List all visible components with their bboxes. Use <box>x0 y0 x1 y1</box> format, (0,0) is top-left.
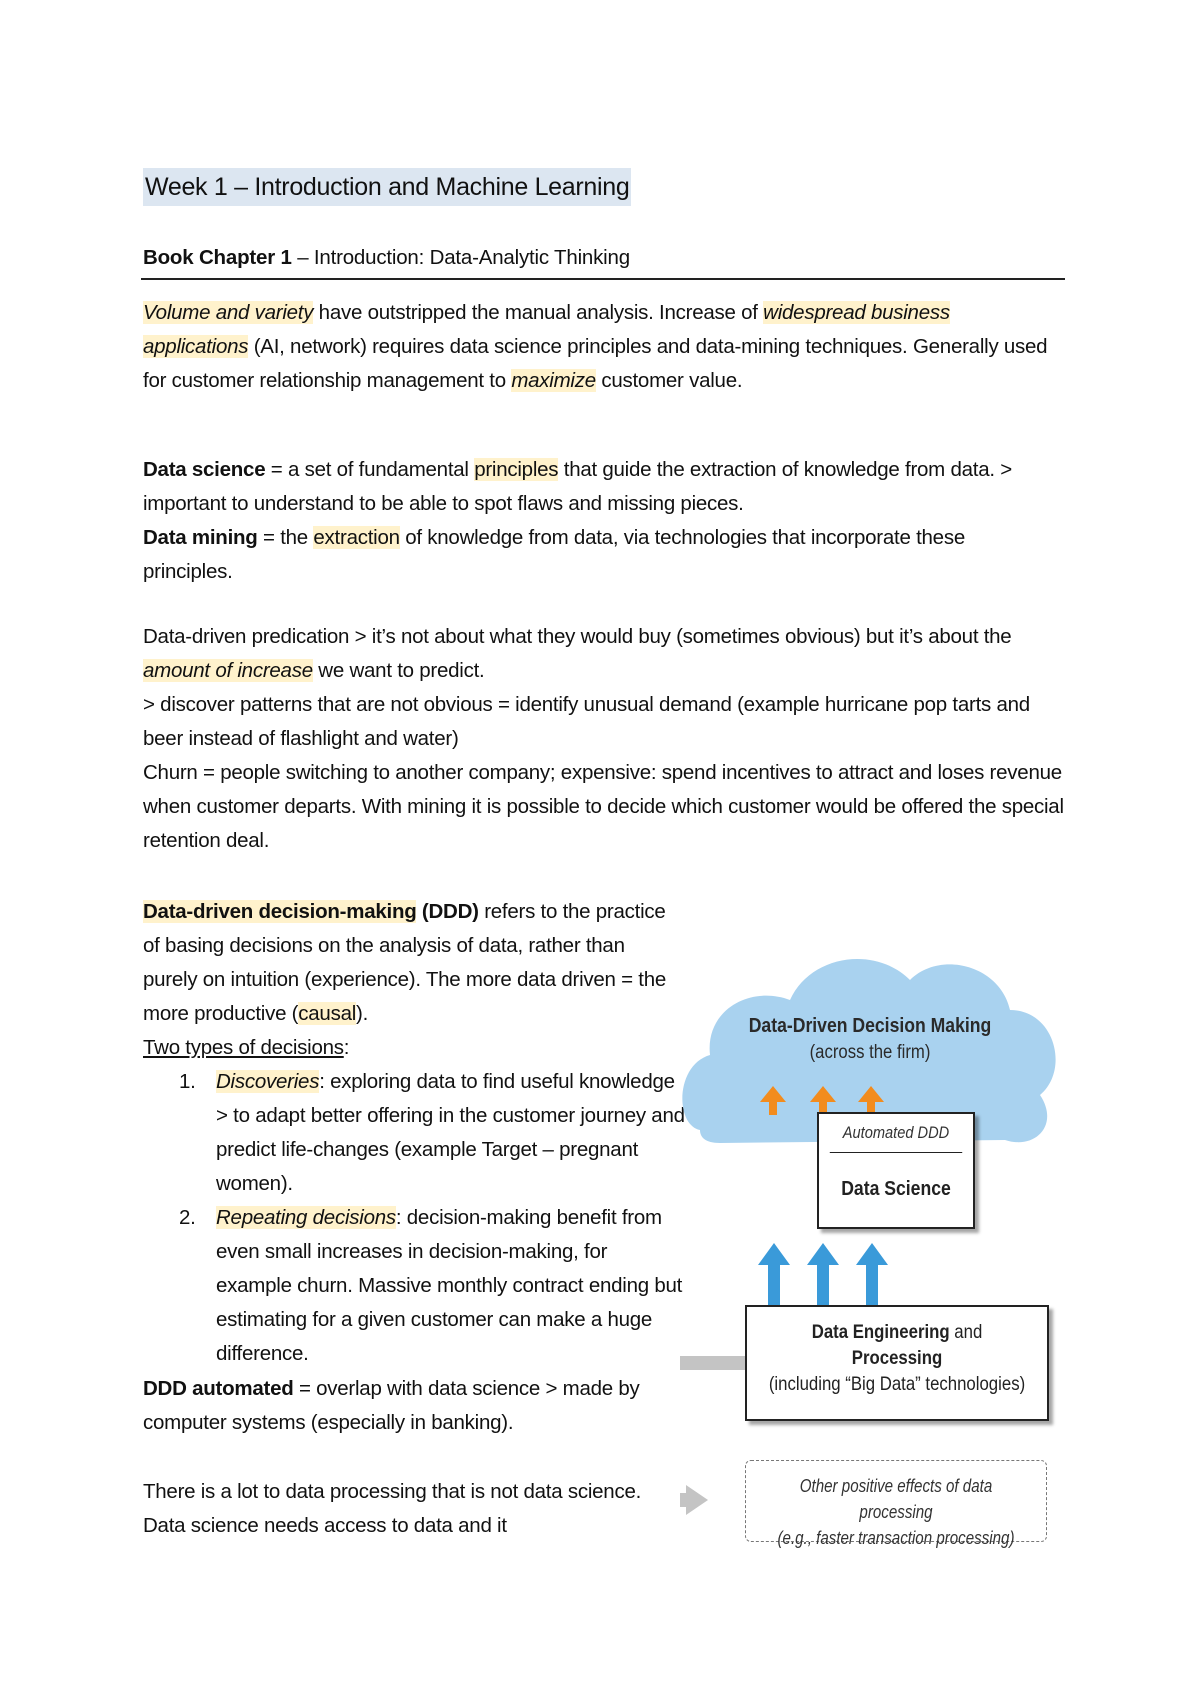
highlight-extraction: extraction <box>313 526 400 549</box>
chapter-subtitle: – Introduction: Data-Analytic Thinking <box>291 246 630 269</box>
highlight-principles: principles <box>474 458 559 481</box>
types-heading: Two types of decisions <box>143 1036 344 1059</box>
de-bold-1: Data Engineering <box>811 1321 950 1343</box>
text-span: (AI, network) requires data science principles and data-mining techniques. Generally used for customer relationship management to <box>143 335 1048 392</box>
text-span: refers to the practice of basing decisions on the analysis of data, rather than purely on intuition (experience). The more data driven = the more productive ( <box>143 900 667 1025</box>
arrow-up-blue-1 <box>758 1243 790 1305</box>
de-line-2 <box>768 1345 1026 1371</box>
paragraph-processing <box>143 1475 653 1543</box>
text-span: Data-driven predication > it’s not about what they would buy (sometimes obvious) but it’s about the <box>143 625 1012 648</box>
highlight-causal: causal <box>298 1002 357 1025</box>
ddd-diagram <box>680 915 1060 1555</box>
de-line-3: (including “Big Data” technologies) <box>768 1373 1026 1395</box>
term-ddd-abbr: (DDD) <box>416 900 479 923</box>
other-effects-box <box>745 1460 1047 1548</box>
text-span: = overlap with data science > made by computer systems (especially in banking). <box>143 1377 640 1434</box>
text-span: of knowledge from data, via technologies that incorporate these principles. <box>143 526 965 583</box>
de-line-1 <box>768 1319 1026 1345</box>
term-ddd-automated: DDD automated <box>143 1377 294 1400</box>
text-span: have outstripped the manual analysis. Increase of <box>313 301 764 324</box>
arrow-up-blue-3 <box>856 1243 888 1305</box>
other-effects-line-1: Other positive effects of data processing <box>799 1476 993 1522</box>
cloud-title: Data-Driven Decision Making <box>748 1015 992 1037</box>
paragraph-data-science <box>143 453 1058 589</box>
list-item <box>143 1065 688 1201</box>
paragraph-predication <box>143 620 1068 858</box>
text-span: ). <box>356 1002 369 1025</box>
data-engineering-box <box>745 1305 1049 1421</box>
term-ddd: Data-driven decision-making <box>143 900 417 923</box>
highlight-discoveries: Discoveries <box>216 1070 320 1093</box>
text-span: that guide the extraction of knowledge from data. > important to understand to be able to spot flaws and missing pieces. <box>143 458 1012 515</box>
data-science-box <box>817 1112 975 1229</box>
decision-types-list <box>143 1065 688 1371</box>
chapter-label: Book Chapter 1 <box>143 246 292 269</box>
other-effects-line-2: (e.g., faster transaction processing) <box>777 1528 1015 1548</box>
text-span: > discover patterns that are not obvious = identify unusual demand (example hurricane pop tarts and beer instead of flashlight and water) <box>143 693 1030 750</box>
arrow-up-blue-2 <box>807 1243 839 1305</box>
diagram-graphics <box>680 915 1060 1555</box>
list-number: 2. <box>179 1206 196 1229</box>
text-span: : exploring data to find useful knowledge > to adapt better offering in the customer journey and predict life-changes (example Target – pregnant women). <box>216 1070 685 1195</box>
text-span: = the <box>257 526 314 549</box>
highlight-amount: amount of increase <box>143 659 313 682</box>
text-span: = a set of fundamental <box>265 458 475 481</box>
list-item <box>143 1201 688 1371</box>
term-data-mining: Data mining <box>143 526 258 549</box>
data-science-label: Data Science <box>841 1178 951 1200</box>
list-number: 1. <box>179 1070 196 1093</box>
automated-ddd-label: Automated DDD <box>830 1114 962 1153</box>
page-title: Week 1 – Introduction and Machine Learning <box>143 168 631 206</box>
highlight-maximize: maximize <box>511 369 596 392</box>
highlight-volume: Volume and variety <box>143 301 314 324</box>
text-span: There is a lot to data processing that is not data science. Data science needs access to data and it <box>143 1480 642 1537</box>
highlight-repeating: Repeating decisions <box>216 1206 396 1229</box>
de-bold-2: Processing <box>851 1347 943 1369</box>
de-and: and <box>949 1321 983 1343</box>
highlight-business: widespread business applications <box>143 301 950 358</box>
arrow-right-gray <box>680 1363 745 1515</box>
text-span: : <box>343 1036 350 1059</box>
paragraph-volume <box>143 296 1058 398</box>
term-data-science: Data science <box>143 458 266 481</box>
paragraph-ddd <box>143 895 678 1065</box>
chapter-heading <box>143 244 630 272</box>
text-span: Churn = people switching to another company; expensive: spend incentives to attract and loses revenue when customer departs. With mining it is possible to decide which customer would be offered the special retention deal. <box>143 761 1064 852</box>
text-span: : decision-making benefit from even small increases in decision-making, for example churn. Massive monthly contract ending but estimating for a given customer can make a huge difference. <box>216 1206 683 1365</box>
text-span: customer value. <box>595 369 743 392</box>
text-span: we want to predict. <box>312 659 485 682</box>
paragraph-ddd-automated <box>143 1372 683 1440</box>
cloud-subtitle: (across the firm) <box>809 1042 931 1063</box>
heading-divider <box>141 278 1065 280</box>
